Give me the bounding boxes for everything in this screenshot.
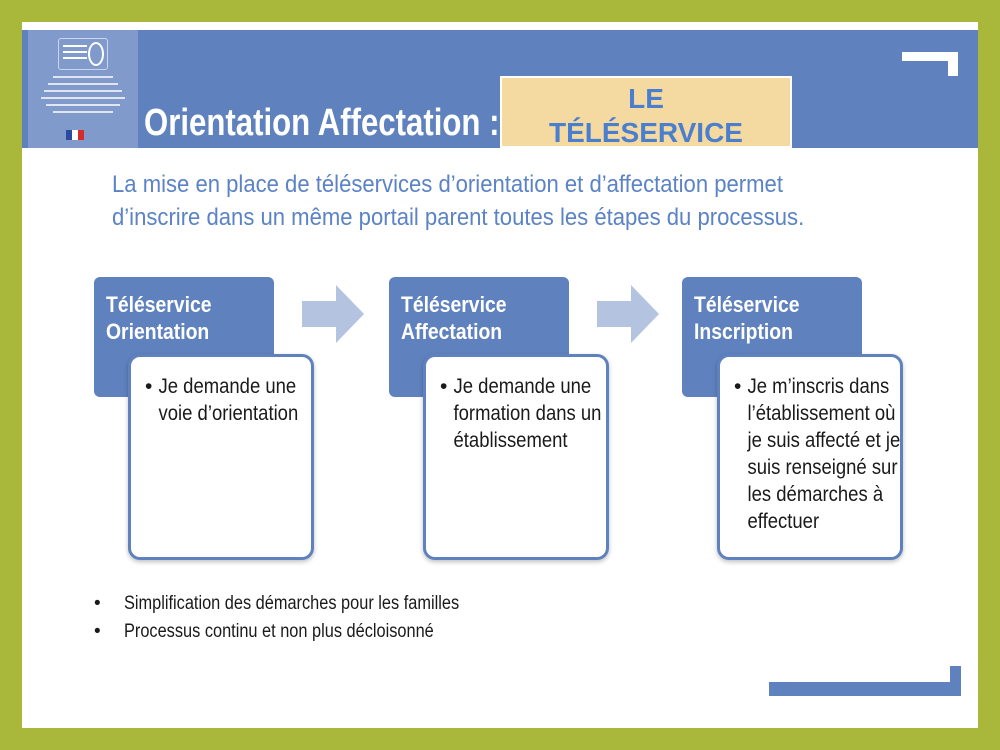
bullet-icon: • (145, 375, 153, 398)
right-arrow-icon (597, 285, 659, 343)
corner-decoration-bottom (769, 682, 961, 696)
ministry-text-lines (40, 76, 126, 118)
slide (22, 22, 978, 728)
highlight-line-2: TÉLÉSERVICE (549, 117, 743, 148)
step-title-line1: Téléservice (401, 292, 507, 317)
intro-text: La mise en place de téléservices d’orientation et d’affectation permet d’inscrire dans un même portail parent toutes les étapes du processus. (112, 171, 805, 231)
right-arrow-icon (302, 285, 364, 343)
step-title-line1: Téléservice (694, 292, 800, 317)
step-orientation-body (128, 354, 314, 560)
page-title: Orientation Affectation : (144, 102, 500, 144)
step-affectation-body (423, 354, 609, 560)
academie-logo-mark (58, 38, 108, 70)
bullet-icon: • (94, 621, 101, 642)
bullet-icon: • (440, 375, 448, 398)
step-inscription-body (717, 354, 903, 560)
teleservice-highlight (500, 76, 792, 148)
step-bullet-text: Je m’inscris dans l’établissement où je suis affecté et je suis renseigné sur les démarches à effectuer (747, 375, 901, 533)
bullet-icon: • (94, 593, 101, 614)
list-item (94, 590, 514, 618)
corner-decoration-top-vertical (948, 52, 958, 76)
step-title-line2: Inscription (694, 319, 793, 344)
step-title-line2: Affectation (401, 319, 503, 344)
step-title-line1: Téléservice (106, 292, 212, 317)
step-bullet-text: Je demande une formation dans un établissement (453, 375, 602, 452)
french-flag-icon (66, 130, 84, 140)
academie-logo (28, 30, 138, 148)
header-band (22, 30, 978, 148)
corner-decoration-bottom-vertical (950, 666, 961, 696)
summary-item-text: Processus continu et non plus décloisonné (124, 621, 434, 642)
bullet-icon: • (734, 375, 742, 398)
step-title-line2: Orientation (106, 319, 210, 344)
summary-list (94, 590, 514, 646)
summary-item-text: Simplification des démarches pour les familles (124, 593, 460, 614)
list-item (94, 618, 514, 646)
highlight-line-1: LE (628, 83, 664, 114)
step-bullet-text: Je demande une voie d’orientation (158, 375, 299, 425)
